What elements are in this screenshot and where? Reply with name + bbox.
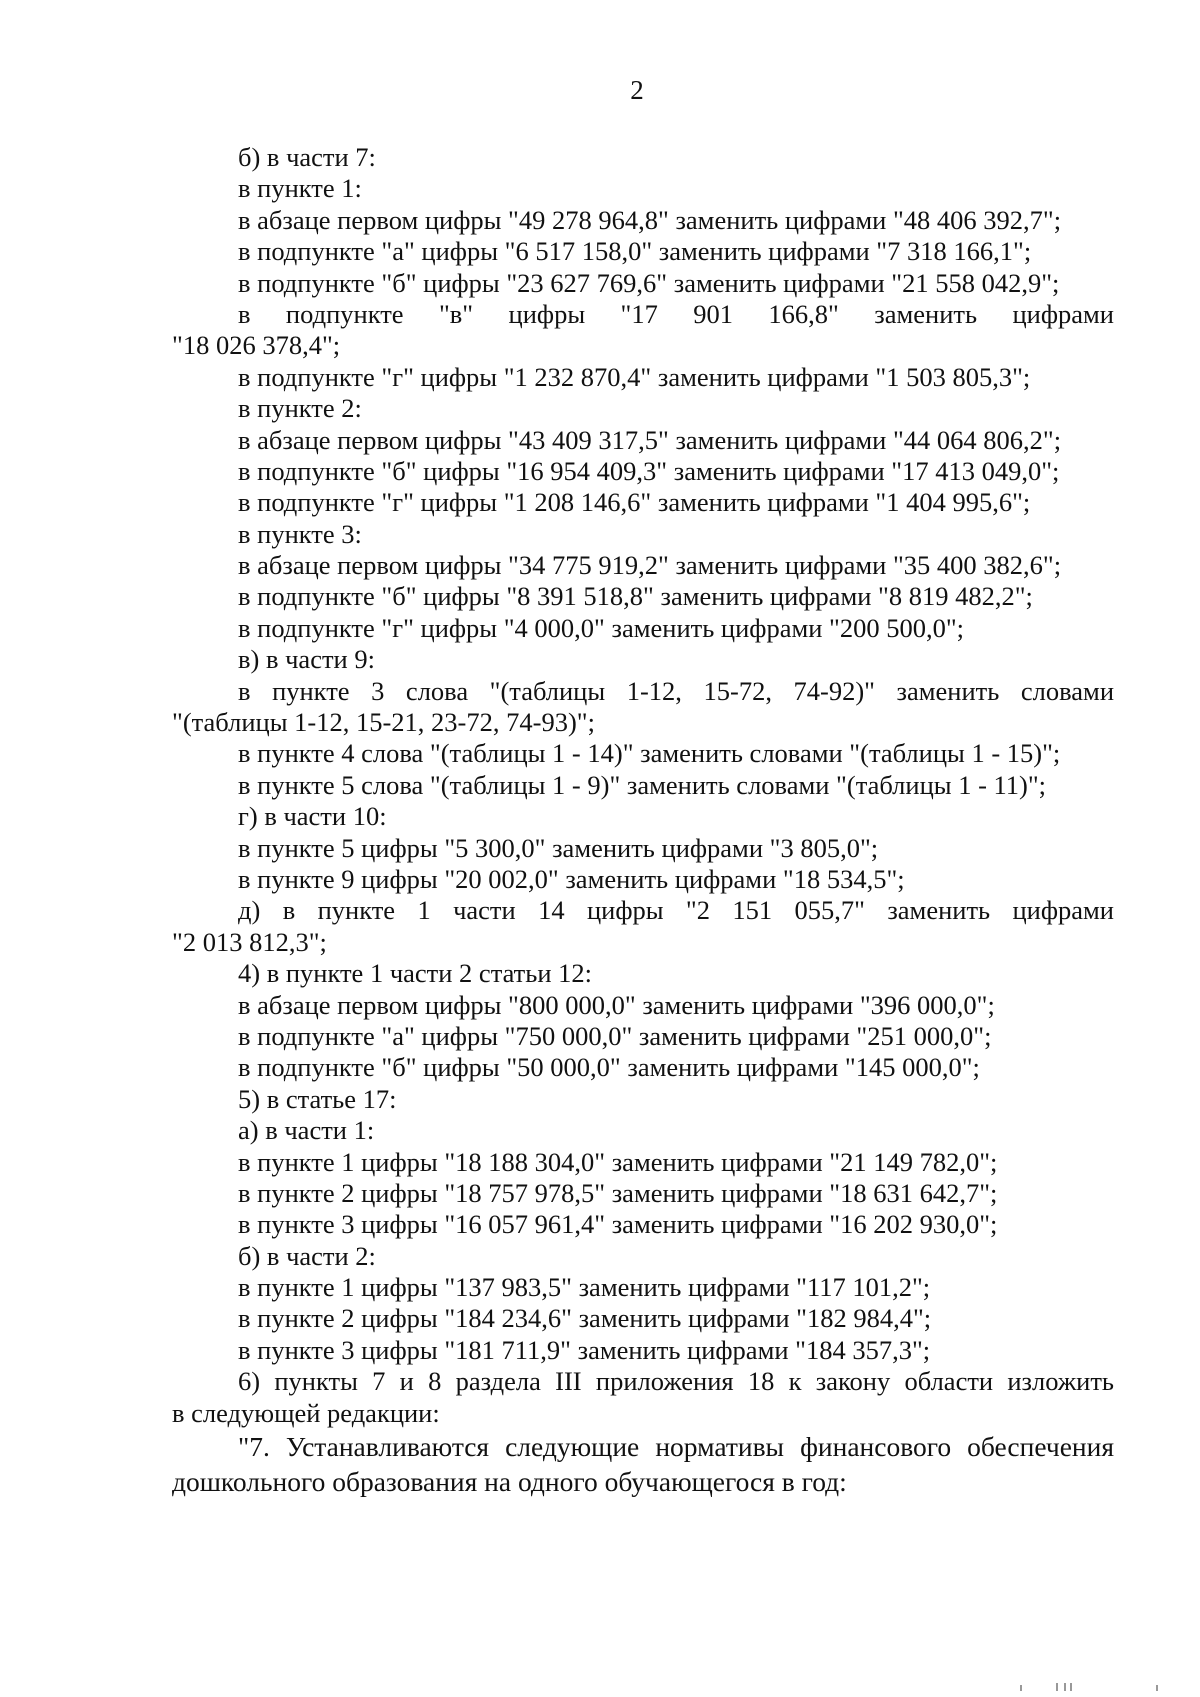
paragraph-line: 5) в статье 17: xyxy=(238,1083,397,1114)
page-number: 2 xyxy=(630,75,644,105)
paragraph-line: б) в части 2: xyxy=(238,1240,376,1271)
paragraph-line-justified: д) в пункте 1 части 14 цифры "2 151 055,7" заменить цифрами xyxy=(238,895,1114,926)
paragraph-line: в пункте 5 слова "(таблицы 1 - 9)" заменить словами "(таблицы 1 - 11)"; xyxy=(238,769,1047,800)
paragraph-line-justified: 6) пункты 7 и 8 раздела III приложения 18 к закону области изложить xyxy=(238,1366,1114,1397)
paragraph-line-justified: "7. Устанавливаются следующие нормативы финансового обеспечения xyxy=(238,1431,1114,1463)
paragraph-line-continuation: "18 026 378,4"; xyxy=(172,330,341,361)
paragraph-line: в пункте 9 цифры "20 002,0" заменить цифрами "18 534,5"; xyxy=(238,863,905,894)
paragraph-line: в подпункте "а" цифры "750 000,0" заменить цифрами "251 000,0"; xyxy=(238,1020,992,1051)
paragraph-line: в абзаце первом цифры "43 409 317,5" заменить цифрами "44 064 806,2"; xyxy=(238,424,1062,455)
paragraph-line: в) в части 9: xyxy=(238,644,375,675)
paragraph-line: в подпункте "г" цифры "4 000,0" заменить цифрами "200 500,0"; xyxy=(238,612,965,643)
paragraph-line-continuation: в следующей редакции: xyxy=(172,1397,440,1428)
paragraph-line: в пункте 1 цифры "18 188 304,0" заменить цифрами "21 149 782,0"; xyxy=(238,1146,998,1177)
paragraph-line: в абзаце первом цифры "49 278 964,8" заменить цифрами "48 406 392,7"; xyxy=(238,204,1062,235)
paragraph-line: в пункте 2: xyxy=(238,393,362,424)
paragraph-line: в пункте 3 цифры "16 057 961,4" заменить цифрами "16 202 930,0"; xyxy=(238,1209,998,1240)
scan-artifact xyxy=(1020,1681,1160,1691)
paragraph-line: в абзаце первом цифры "800 000,0" заменить цифрами "396 000,0"; xyxy=(238,989,995,1020)
paragraph-line-justified: в подпункте "в" цифры "17 901 166,8" заменить цифрами xyxy=(238,298,1114,329)
paragraph-line: в подпункте "г" цифры "1 208 146,6" заменить цифрами "1 404 995,6"; xyxy=(238,487,1031,518)
paragraph-line: в подпункте "г" цифры "1 232 870,4" заменить цифрами "1 503 805,3"; xyxy=(238,361,1031,392)
paragraph-line: в пункте 3: xyxy=(238,518,362,549)
paragraph-line: в пункте 4 слова "(таблицы 1 - 14)" заменить словами "(таблицы 1 - 15)"; xyxy=(238,738,1061,769)
paragraph-line: в подпункте "б" цифры "8 391 518,8" заменить цифрами "8 819 482,2"; xyxy=(238,581,1033,612)
paragraph-line-continuation: "(таблицы 1-12, 15-21, 23-72, 74-93)"; xyxy=(172,707,595,738)
document-body xyxy=(172,142,1114,1499)
paragraph-line: в абзаце первом цифры "34 775 919,2" заменить цифрами "35 400 382,6"; xyxy=(238,550,1062,581)
paragraph-line: в подпункте "б" цифры "23 627 769,6" заменить цифрами "21 558 042,9"; xyxy=(238,267,1060,298)
paragraph-line: в подпункте "б" цифры "50 000,0" заменить цифрами "145 000,0"; xyxy=(238,1052,980,1083)
paragraph-line-continuation: "2 013 812,3"; xyxy=(172,926,327,957)
paragraph-line: в подпункте "а" цифры "6 517 158,0" заменить цифрами "7 318 166,1"; xyxy=(238,236,1032,267)
paragraph-line: в подпункте "б" цифры "16 954 409,3" заменить цифрами "17 413 049,0"; xyxy=(238,455,1060,486)
paragraph-line: в пункте 2 цифры "18 757 978,5" заменить цифрами "18 631 642,7"; xyxy=(238,1177,998,1208)
paragraph-line: в пункте 1 цифры "137 983,5" заменить цифрами "117 101,2"; xyxy=(238,1272,931,1303)
paragraph-line: в пункте 3 цифры "181 711,9" заменить цифрами "184 357,3"; xyxy=(238,1334,931,1365)
paragraph-line: г) в части 10: xyxy=(238,801,387,832)
paragraph-line: а) в части 1: xyxy=(238,1115,375,1146)
paragraph-line: 4) в пункте 1 части 2 статьи 12: xyxy=(238,958,593,989)
paragraph-line: в пункте 1: xyxy=(238,173,362,204)
paragraph-line: в пункте 2 цифры "184 234,6" заменить цифрами "182 984,4"; xyxy=(238,1303,932,1334)
paragraph-line: в пункте 5 цифры "5 300,0" заменить цифрами "3 805,0"; xyxy=(238,832,879,863)
paragraph-line: б) в части 7: xyxy=(238,142,376,172)
paragraph-line-justified: в пункте 3 слова "(таблицы 1-12, 15-72, 74-92)" заменить словами xyxy=(238,675,1114,706)
paragraph-line-continuation: дошкольного образования на одного обучающегося в год: xyxy=(172,1466,847,1498)
